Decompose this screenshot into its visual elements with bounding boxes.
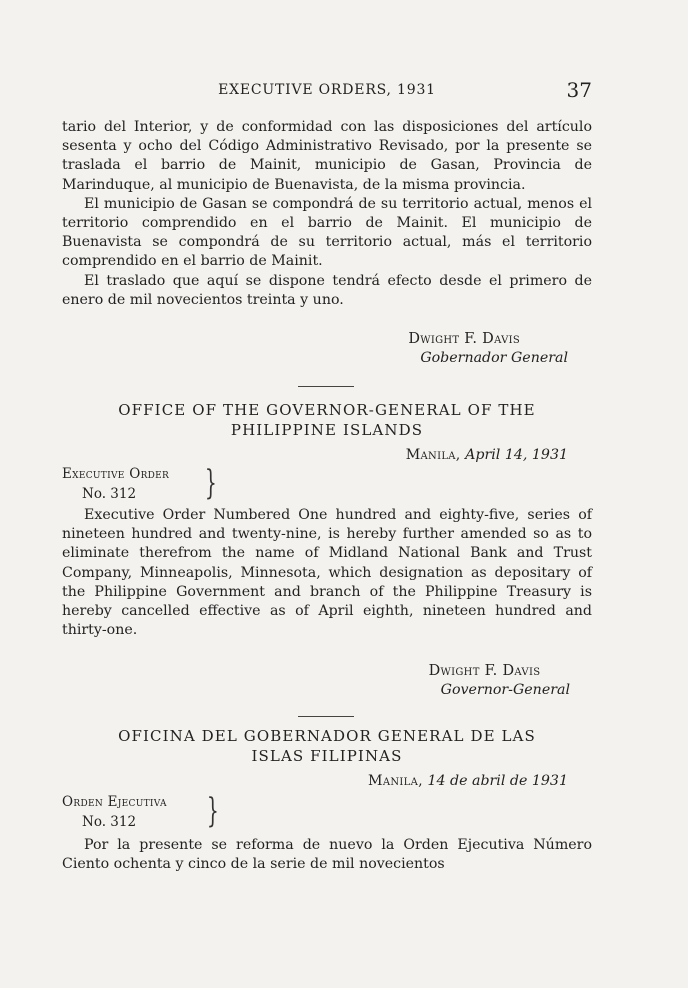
paragraph: Por la presente se reforma de nuevo la Orden Ejecutiva Número Ciento ochenta y cinco de la serie de mil novecientos (62, 837, 592, 873)
signature-title: Governor-General (440, 682, 570, 699)
dateline-date: April 14, 1931 (465, 447, 568, 463)
order-identifier (62, 792, 167, 832)
brace-icon: } (204, 463, 217, 503)
signature-block (429, 662, 570, 700)
signature-block (408, 330, 568, 368)
order-identifier (62, 464, 169, 504)
signature-name: Dwight F. Davis (428, 663, 541, 679)
page-number: 37 (566, 78, 592, 102)
heading-line: PHILIPPINE ISLANDS (230, 421, 424, 439)
signature-title: Gobernador General (420, 350, 568, 367)
heading-line: OFICINA DEL GOBERNADOR GENERAL DE LAS (118, 727, 536, 745)
dateline (406, 446, 568, 465)
order-number: No. 312 (82, 814, 137, 830)
dateline-date: 14 de abril de 1931 (427, 773, 568, 789)
heading-line: OFFICE OF THE GOVERNOR-GENERAL OF THE (118, 401, 536, 419)
spanish-order-text (62, 836, 592, 874)
dateline (368, 772, 568, 791)
brace-icon: } (206, 791, 219, 831)
order-label: Executive Order (62, 466, 170, 482)
dateline-place: Manila, (368, 773, 423, 789)
dateline-place: Manila, (405, 447, 461, 463)
english-order-text (62, 506, 592, 640)
heading-line: ISLAS FILIPINAS (251, 747, 403, 765)
order-number: No. 312 (82, 486, 137, 502)
paragraph: Executive Order Numbered One hundred and eighty-five, series of nineteen hundred and twenty-nine, is hereby further amended so as to eliminate therefrom the name of Midland National Bank and Trust Company, Minneapolis, Minnesota, which designation as depositary of the Philippine Government and branch of the Philippine Treasury is hereby cancelled effective as of April eighth, nineteen hundred and thirty-one. (62, 507, 592, 639)
running-head (62, 80, 592, 102)
order-label: Orden Ejecutiva (62, 794, 167, 810)
paragraph: El municipio de Gasan se compondrá de su territorio actual, menos el territorio comprendido en el barrio de Mainit. El municipio de Buenavista se compondrá de su territorio actual, más el territorio comprendido en el barrio de Mainit. (62, 195, 592, 270)
section-divider (298, 386, 354, 387)
paragraph: tario del Interior, y de conformidad con las disposiciones del artículo sesenta y ocho del Código Administrativo Revisado, por la presente se traslada el barrio de Mainit, municipio de Gasan, Provincia de Marinduque, al municipio de Buenavista, de la misma provincia. (62, 119, 592, 193)
running-head-title: EXECUTIVE ORDERS, 1931 (218, 82, 436, 98)
section-divider (298, 716, 354, 717)
spanish-heading (62, 726, 592, 766)
paragraph: El traslado que aquí se dispone tendrá efecto desde el primero de enero de mil novecientos treinta y uno. (62, 272, 592, 308)
english-heading (62, 400, 592, 440)
spanish-continuation (62, 118, 592, 310)
signature-name: Dwight F. Davis (408, 331, 521, 347)
